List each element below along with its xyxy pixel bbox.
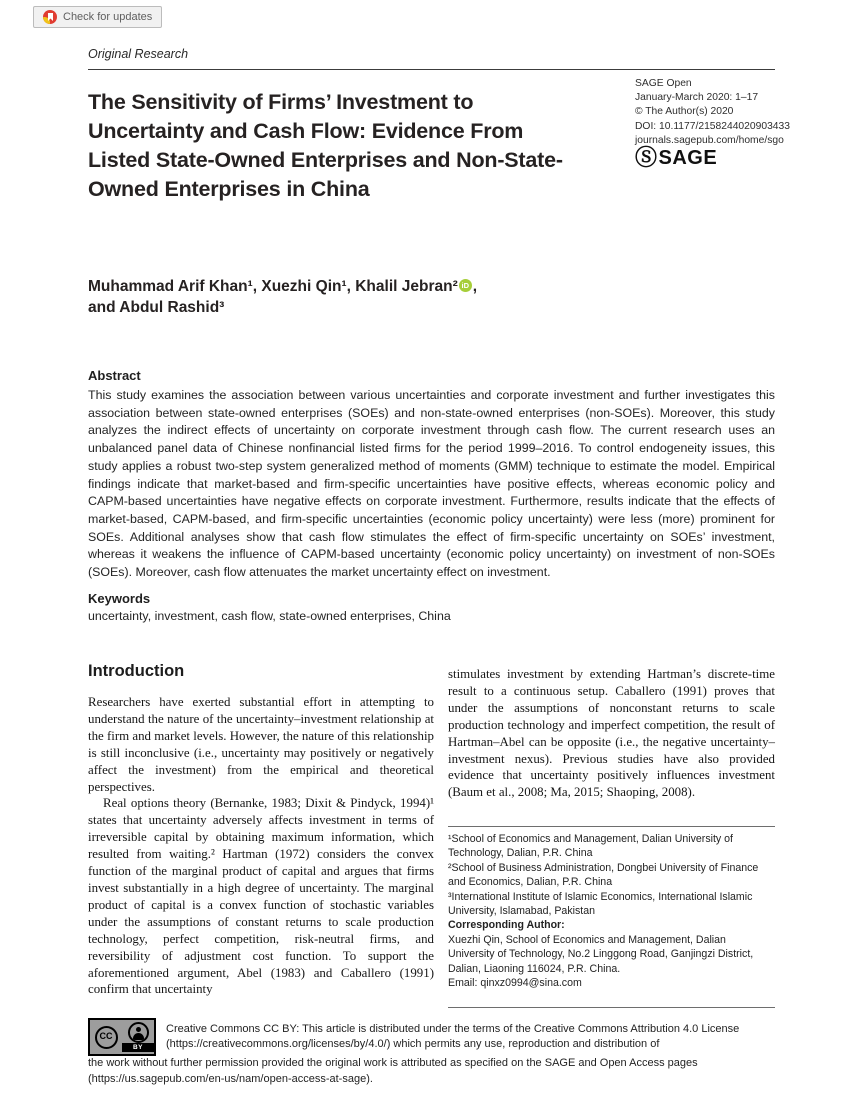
introduction-heading: Introduction xyxy=(88,662,185,680)
author-line1-comma: , xyxy=(472,278,478,295)
license-text-line3: the work without further permission provided the original work is attributed as specified on the SAGE and Open Access pages xyxy=(88,1057,698,1069)
article-type-label: Original Research xyxy=(88,47,189,61)
cc-by-strip: BY xyxy=(122,1043,154,1052)
license-text-line2: (https://creativecommons.org/licenses/by/4.0/) which permits any use, reproduction and distribution of xyxy=(166,1038,660,1050)
keywords-heading: Keywords xyxy=(88,591,151,606)
affiliation-1: ¹School of Economics and Management, Dalian University of Technology, Dalian, P.R. China xyxy=(448,833,733,860)
license-footer xyxy=(88,1018,788,1087)
footnote-divider-top xyxy=(448,826,775,827)
sage-logo-s-icon: Ⓢ xyxy=(635,145,658,171)
cc-circle-icon: CC xyxy=(95,1026,118,1049)
header-divider xyxy=(88,69,775,70)
corresponding-author-email: Email: qinxz0994@sina.com xyxy=(448,977,582,990)
cc-by-license-icon xyxy=(88,1018,156,1056)
right-column-paragraph: stimulates investment by extending Hartman’s discrete-time result to a continuous setup. Caballero (1991) proves that under the assumptions of nonconstant returns to scale production technology and imperfect competition, the result of Hartman–Abel can be opposite (i.e., the negative uncertainty–investment nexus). Previous studies have also provided evidence that uncertainty positively influences investment (Baum et al., 2008; Ma, 2015; Shaoping, 2008). xyxy=(448,667,775,800)
author-list xyxy=(88,276,588,318)
journal-meta xyxy=(635,77,805,171)
introduction-paragraph-2: Real options theory (Bernanke, 1983; Dixit & Pindyck, 1994)¹ states that uncertainty adversely affects investment in terms of irreversible capital by obtaining maximum information, which resulted from waiting.² Hartman (1972) considers the convex function of the marginal product of capital and argues that firms invest substantially in a high degree of uncertainty. The marginal product of capital is a convex function of stochastic variables under the assumptions of constant returns to scale production technology, perfect competition, risk-neutral firms, and reversibility of adjustment cost function. To support the aforementioned argument, Abel (1983) and Caballero (1991) confirm that uncertainty xyxy=(88,796,434,997)
affiliation-3: ³International Institute of Islamic Economics, International Islamic University, Islamabad, Pakistan xyxy=(448,890,753,918)
sage-logo xyxy=(635,145,805,171)
check-for-updates-button[interactable] xyxy=(33,6,162,28)
license-text-line4: (https://us.sagepub.com/en-us/nam/open-access-at-sage). xyxy=(88,1072,373,1085)
left-column xyxy=(88,662,434,998)
abstract-heading: Abstract xyxy=(88,368,141,383)
license-text-line1: Creative Commons CC BY: This article is distributed under the terms of the Creative Commons Attribution 4.0 License xyxy=(166,1022,740,1035)
orcid-icon[interactable]: iD xyxy=(459,279,472,292)
journal-name: SAGE Open xyxy=(635,78,692,89)
keywords-text: uncertainty, investment, cash flow, state-owned enterprises, China xyxy=(88,609,451,623)
crossmark-icon xyxy=(43,10,57,24)
affiliation-2: ²School of Business Administration, Dongbei University of Finance and Economics, Dalian, P.R. China xyxy=(448,861,759,889)
footnote-block xyxy=(448,832,775,990)
journal-copyright: © The Author(s) 2020 xyxy=(635,106,734,118)
article-title: The Sensitivity of Firms’ Investment to Uncertainty and Cash Flow: Evidence From Listed State-Owned Enterprises and Non-State-Owned Enterprises in China xyxy=(88,90,563,201)
journal-url: journals.sagepub.com/home/sgo xyxy=(635,134,784,146)
journal-issue: January-March 2020: 1–17 xyxy=(635,92,759,104)
footnote-divider-bottom xyxy=(448,1007,775,1008)
corresponding-author-text: Xuezhi Qin, School of Economics and Management, Dalian University of Technology, No.2 Linggong Road, Ganjingzi District, Dalian, Liaoning 116024, P.R. China. xyxy=(448,933,754,975)
abstract-text: This study examines the association between various uncertainties and corporate investment and further investigates this association between state-owned enterprises (SOEs) and non-state-owned enterprises (non-SOEs). Moreover, this study analyzes the indirect effects of uncertainty on corporate investment through cash flow. The current research uses an unbalanced panel data of Chinese nonfinancial listed firms for the period 1999–2016. To control endogeneity issues, this study applies a robust two-step system generalized method of moments (GMM) technique to estimate the model. Empirical findings indicate that market-based and firm-specific uncertainties have positive effects, whereas economic policy and CAPM-based uncertainties have negative effects on corporate investment. Furthermore, results indicate that the effects of market-based, CAPM-based, and firm-specific uncertainties (economic policy uncertainty) were less (more) prominent for SOEs. Additional analyses show that cash flow stimulates the effect of firm-specific uncertainty on SOEs’ investment, whereas it weakens the influence of CAPM-based uncertainty (economic policy uncertainty) on investment of non-SOEs (SOEs). Moreover, cash flow attenuates the market uncertainty effect on investment. xyxy=(88,388,775,580)
author-names-line1: Muhammad Arif Khan¹, Xuezhi Qin¹, Khalil Jebran² xyxy=(88,278,458,295)
introduction-paragraph-1: Researchers have exerted substantial effort in attempting to understand the nature of the uncertainty–investment relationship at the firm and market levels. However, the nature of this relationship is still inconclusive (i.e., uncertainty may positively or negatively affect the investment) from the empirical and theoretical perspectives. xyxy=(88,695,434,794)
author-names-line2: and Abdul Rashid³ xyxy=(88,299,225,316)
journal-doi: DOI: 10.1177/2158244020903433 xyxy=(635,120,790,132)
check-for-updates-label: Check for updates xyxy=(63,11,153,23)
corresponding-author-heading: Corresponding Author: xyxy=(448,919,565,932)
sage-logo-text: SAGE xyxy=(658,147,718,170)
